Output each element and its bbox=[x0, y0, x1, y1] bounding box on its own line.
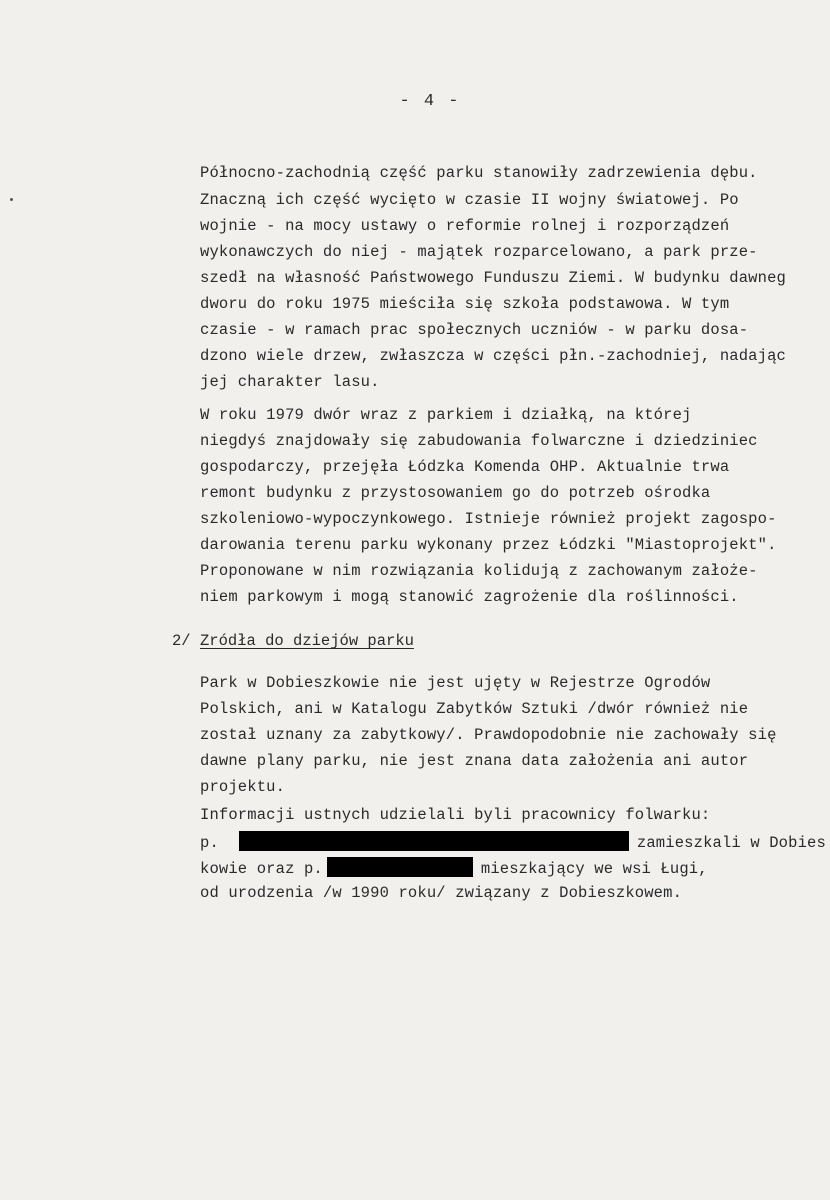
text-line: został uznany za zabytkowy/. Prawdopodobnie nie zachowały się bbox=[200, 726, 777, 744]
text-line: wykonawczych do niej - majątek rozparcelowano, a park prze- bbox=[200, 243, 758, 261]
text-line: Znaczną ich część wycięto w czasie II wojny światowej. Po bbox=[200, 191, 739, 209]
text-line: darowania terenu parku wykonany przez Łódzki "Miastoprojekt". bbox=[200, 536, 777, 554]
redaction-bar bbox=[239, 831, 629, 851]
text-line: szkoleniowo-wypoczynkowego. Istnieje również projekt zagospo- bbox=[200, 510, 777, 528]
text-fragment: zamieszkali w Dobies bbox=[636, 834, 826, 852]
text-line-redacted bbox=[200, 857, 708, 879]
text-line: Północno-zachodnią część parku stanowiły zadrzewienia dębu. bbox=[200, 164, 758, 182]
text-line: od urodzenia /w 1990 roku/ związany z Dobieszkowem. bbox=[200, 884, 683, 902]
text-line: Informacji ustnych udzielali byli pracownicy folwarku: bbox=[200, 806, 711, 824]
text-line: szedł na własność Państwowego Funduszu Ziemi. W budynku dawneg bbox=[200, 269, 786, 287]
text-line: Proponowane w nim rozwiązania kolidują z zachowanym założe- bbox=[200, 562, 758, 580]
text-line: remont budynku z przystosowaniem go do potrzeb ośrodka bbox=[200, 484, 711, 502]
text-line-redacted bbox=[200, 831, 826, 853]
text-line: czasie - w ramach prac społecznych uczniów - w parku dosa- bbox=[200, 321, 749, 339]
page-number: - 4 - bbox=[399, 92, 461, 111]
text-fragment: kowie oraz p. bbox=[200, 860, 323, 878]
text-line: Polskich, ani w Katalogu Zabytków Sztuki /dwór również nie bbox=[200, 700, 749, 718]
text-fragment: mieszkający we wsi Ługi, bbox=[480, 860, 708, 878]
text-line: wojnie - na mocy ustawy o reformie rolnej i rozporządzeń bbox=[200, 217, 730, 235]
text-line: Park w Dobieszkowie nie jest ujęty w Rejestrze Ogrodów bbox=[200, 674, 711, 692]
text-line: jej charakter lasu. bbox=[200, 373, 380, 391]
text-line: dawne plany parku, nie jest znana data założenia ani autor bbox=[200, 752, 749, 770]
text-line: niegdyś znajdowały się zabudowania folwarczne i dziedziniec bbox=[200, 432, 758, 450]
text-line: W roku 1979 dwór wraz z parkiem i działką, na której bbox=[200, 406, 692, 424]
text-fragment: p. bbox=[200, 834, 219, 852]
text-line: projektu. bbox=[200, 778, 286, 796]
text-line: niem parkowym i mogą stanowić zagrożenie dla roślinności. bbox=[200, 588, 739, 606]
margin-mark bbox=[10, 198, 13, 201]
redaction-bar bbox=[327, 857, 473, 877]
text-line: gospodarczy, przejęła Łódzka Komenda OHP. Aktualnie trwa bbox=[200, 458, 730, 476]
section-title: Zródła do dziejów parku bbox=[200, 632, 414, 650]
section-number: 2/ bbox=[172, 632, 191, 650]
text-line: dzono wiele drzew, zwłaszcza w części płn.-zachodniej, nadając bbox=[200, 347, 786, 365]
text-line: dworu do roku 1975 mieściła się szkoła podstawowa. W tym bbox=[200, 295, 730, 313]
